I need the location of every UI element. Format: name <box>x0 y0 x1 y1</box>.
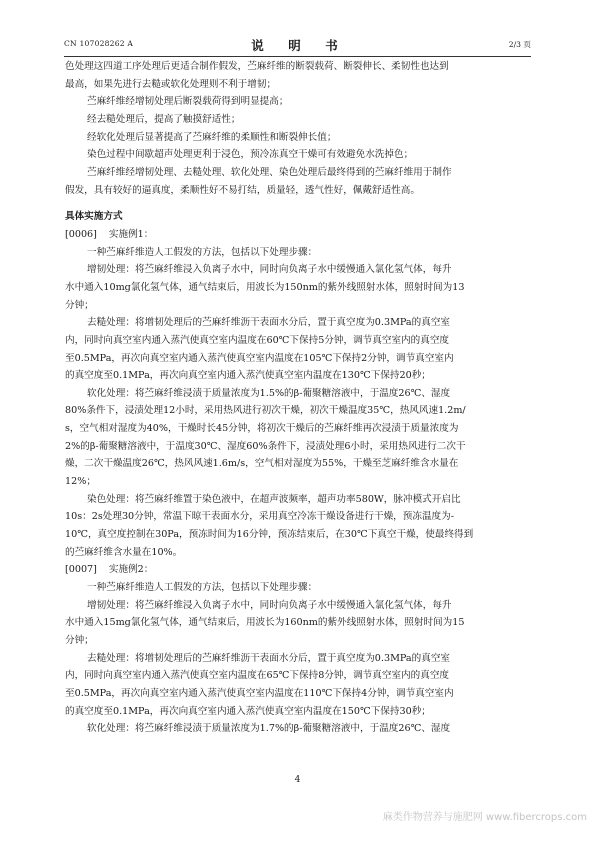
text-line: 2%的β-葡聚糖溶液中，于温度30℃、湿度60%条件下，浸渍处理6小时，采用热风进行二次干 <box>65 440 466 452</box>
text-line: 一种苎麻纤维造人工假发的方法，包括以下处理步骤： <box>87 246 318 258</box>
examples-container <box>65 226 531 738</box>
text-line: 最高，如果先进行去糙或软化处理则不利于增韧； <box>65 78 277 90</box>
paragraph-id: [0006] <box>65 228 97 240</box>
text-line: 至0.5MPa，再次向真空室内通入蒸汽使真空室内温度在110℃下保持4分钟，调节真空室内 <box>65 687 454 699</box>
page-number: 4 <box>294 775 301 785</box>
text-line: 染色处理：将苎麻纤维置于染色液中，在超声波频率，超声功率580W，脉冲模式开启比 <box>87 493 461 505</box>
intro-paragraphs <box>65 58 531 199</box>
text-line: 的苎麻纤维含水量在10%。 <box>65 546 183 558</box>
text-line: 水中通入10mg氯化氢气体，通气结束后，用波长为150nm的紫外线照射水体，照射时间为13 <box>65 281 465 293</box>
patent-number: CN 107028262 A <box>64 39 134 48</box>
text-line: 一种苎麻纤维造人工假发的方法，包括以下处理步骤： <box>87 582 318 594</box>
text-line: 软化处理：将苎麻纤维浸渍于质量浓度为1.7%的β-葡聚糖溶液中，于温度26℃、湿度 <box>87 723 451 735</box>
example-heading <box>65 226 531 244</box>
example-heading <box>65 561 531 579</box>
site-watermark: 麻类作物营养与施肥网 www.fibercrops.com <box>382 812 587 823</box>
text-line: 苎麻纤维经增韧处理后断裂载荷得到明显提高； <box>87 96 289 108</box>
text-line: 去糙处理：将增韧处理后的苎麻纤维沥干表面水分后，置于真空度为0.3MPa的真空室 <box>87 652 451 664</box>
text-line: 染色过程中间歇超声处理更利于浸色，预冷冻真空干燥可有效避免水洗掉色； <box>87 149 414 161</box>
text-line: 80%条件下，浸渍处理12小时，采用热风进行初次干燥，初次干燥温度35℃，热风风速1.2m/ <box>65 405 466 417</box>
text-line: 内，同时向真空室内通入蒸汽使真空室内温度在65℃下保持8分钟，调节真空室内的真空度 <box>65 670 450 682</box>
document-title: 说 明 书 <box>251 38 344 53</box>
text-line: 的真空度至0.1MPa，再次向真空室内通入蒸汽使真空室内温度在150℃下保持30秒； <box>65 705 431 717</box>
text-line: 水中通入15mg氯化氢气体，通气结束后，用波长为160nm的紫外线照射水体，照射时间为15 <box>65 617 465 629</box>
page-indicator: 2/3 页 <box>508 40 531 49</box>
text-line: s，空气相对湿度为40%，干燥时长45分钟，将初次干燥后的苎麻纤维再次浸渍于质量浓度为 <box>65 423 459 435</box>
page-header <box>64 38 531 54</box>
text-line: 内，同时向真空室内通入蒸汽使真空室内温度在60℃下保持5分钟，调节真空室内的真空度 <box>65 334 450 346</box>
text-line: 分钟； <box>65 299 94 311</box>
text-line: 经软化处理后显著提高了苎麻纤维的柔顺性和断裂伸长值； <box>87 131 337 143</box>
text-line: 苎麻纤维经增韧处理、去糙处理、软化处理、染色处理后最终得到的苎麻纤维用于制作 <box>87 166 452 178</box>
section-heading: 具体实施方式 <box>65 211 123 223</box>
text-line: 增韧处理：将苎麻纤维浸入负离子水中，同时向负离子水中缓慢通入氯化氢气体，每升 <box>87 264 452 276</box>
text-line: 燥，二次干燥温度26℃，热风风速1.6m/s，空气相对湿度为55%，干燥至芝麻纤维含水量在 <box>65 458 459 470</box>
text-line: 分钟； <box>65 635 94 646</box>
text-line: 经去糙处理后，提高了触摸舒适性； <box>87 113 241 125</box>
text-line: 增韧处理：将苎麻纤维浸入负离子水中，同时向负离子水中缓慢通入氯化氢气体，每升 <box>87 599 452 611</box>
text-line: 软化处理：将苎麻纤维浸渍于质量浓度为1.5%的β-葡聚糖溶液中，于温度26℃、湿度 <box>87 387 451 399</box>
text-line: 10℃，真空度控制在30Pa，预冻时间为16分钟，预冻结束后，在30℃下真空干燥，使最终得到 <box>65 529 474 541</box>
example-label: 实施例2： <box>108 564 154 576</box>
paragraph-id: [0007] <box>65 564 97 576</box>
example-label: 实施例1： <box>108 228 154 240</box>
text-line: 假发，具有较好的逼真度，柔顺性好不易打结，质量轻，透气性好，佩戴舒适性高。 <box>65 184 420 196</box>
text-line: 12%； <box>65 476 96 488</box>
text-line: 的真空度至0.1MPa，再次向真空室内通入蒸汽使真空室内温度在130℃下保持20秒； <box>65 370 431 382</box>
text-line: 至0.5MPa，再次向真空室内通入蒸汽使真空室内温度在105℃下保持2分钟，调节真空室内 <box>65 352 454 364</box>
text-line: 色处理这四道工序处理后更适合制作假发，苎麻纤维的断裂载荷、断裂伸长、柔韧性也达到 <box>65 61 449 72</box>
text-line: 10s：2s处理30分钟，常温下晾干表面水分，采用真空冷冻干燥设备进行干燥，预冻温度为- <box>65 511 454 523</box>
header-rule <box>64 56 531 57</box>
document-body <box>65 58 531 738</box>
text-line: 去糙处理：将增韧处理后的苎麻纤维沥干表面水分后，置于真空度为0.3MPa的真空室 <box>87 317 451 329</box>
